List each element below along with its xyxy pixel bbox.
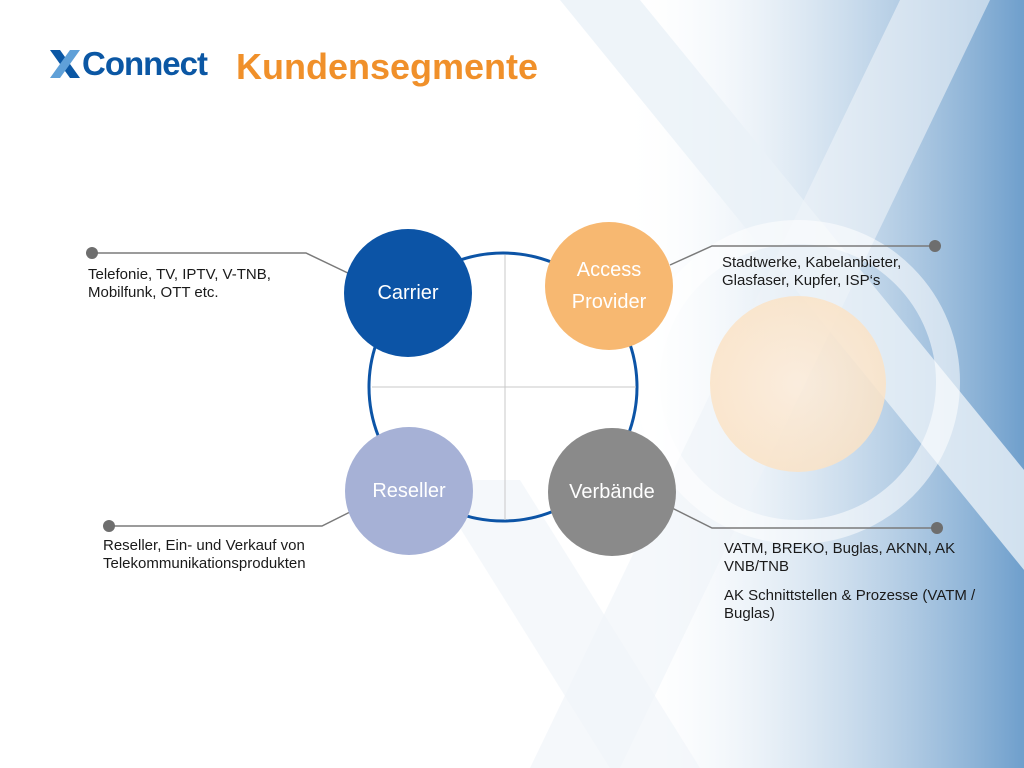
segment-reseller [345,427,473,555]
logo-wordmark: Connect [82,45,207,82]
segment-verbaende [548,428,676,556]
connector-dot-access [929,240,941,252]
segment-verbaende-label: Verbände [569,481,655,503]
segment-carrier [344,229,472,357]
segment-access-provider [545,222,673,350]
verbaende-description-2: AK Schnittstellen & Prozesse (VATM / Buglas) [724,587,976,622]
connector-reseller [109,512,350,526]
segment-access-label-line1: Access [576,259,642,281]
segment-access-label-line2: Provider [571,291,647,313]
segment-reseller-label: Reseller [372,480,446,502]
xconnect-logo [48,44,207,84]
connector-dot-verbaende [931,522,943,534]
connector-dot-reseller [103,520,115,532]
segment-carrier-label: Carrier [377,282,439,304]
verbaende-description-1: VATM, BREKO, Buglas, AKNN, AK VNB/TNB [724,540,956,575]
page-title: Kundensegmente [236,46,539,87]
reseller-description: Reseller, Ein- und Verkauf von Telekommunikationsprodukten [103,537,306,572]
connector-verbaende [672,508,937,528]
x-logo-icon [48,44,82,84]
connector-dot-carrier [86,247,98,259]
access-provider-description: Stadtwerke, Kabelanbieter, Glasfaser, Kupfer, ISP‘s [722,254,902,289]
carrier-description: Telefonie, TV, IPTV, V-TNB, Mobilfunk, OTT etc. [88,266,271,301]
